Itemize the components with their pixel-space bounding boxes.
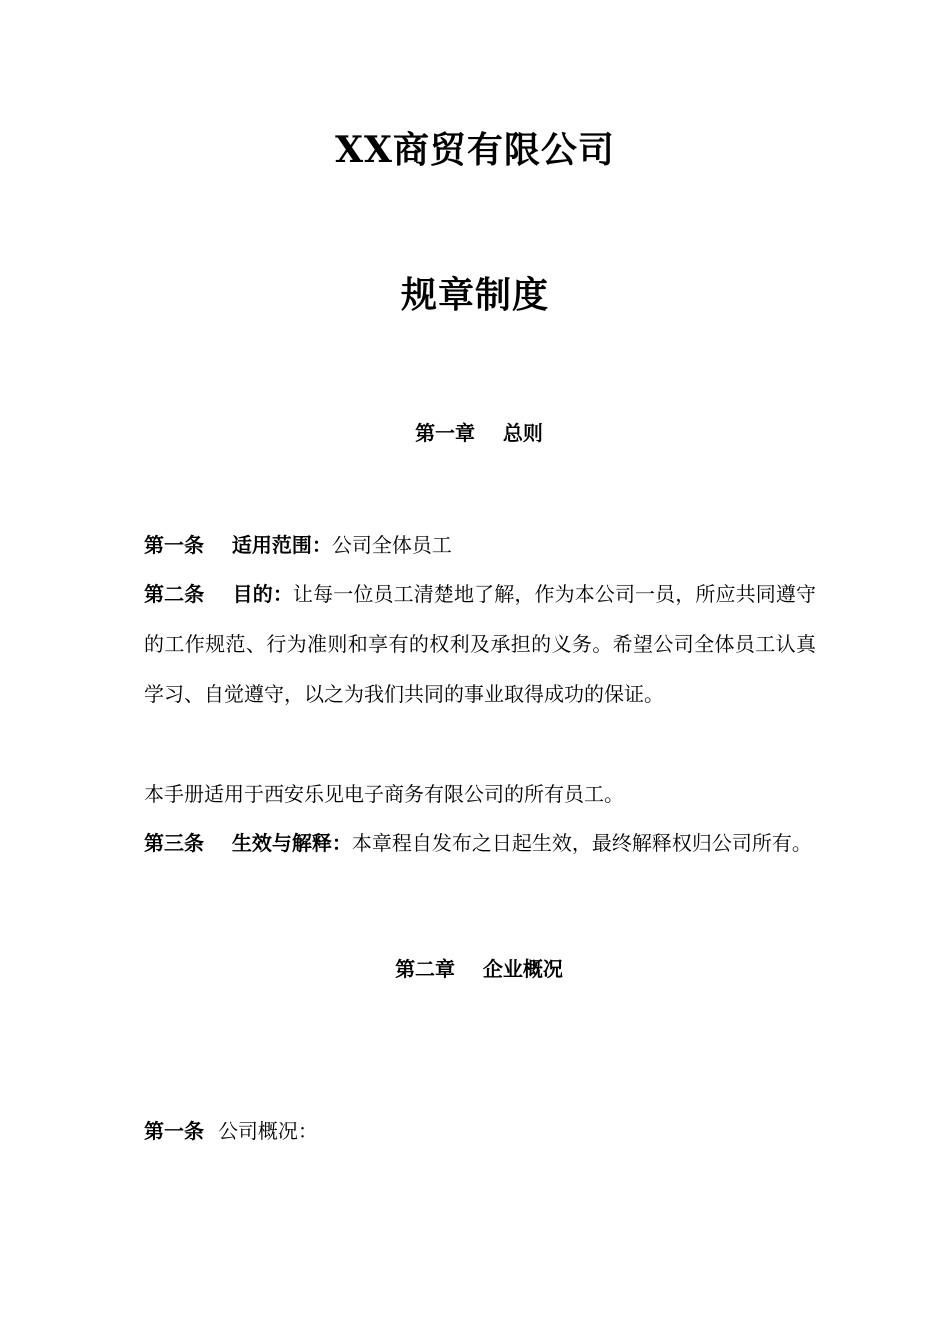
article-text: 公司概况： xyxy=(217,1119,318,1143)
article-text: 让每一位员工清楚地了解，作为本公司一员，所应共同遵守的工作规范、行为准则和享有的权利及承担的义务。希望公司全体员工认真学习、自觉遵守，以之为我们共同的事业取得成功的保证。 xyxy=(144,582,817,706)
chapter-2-heading: 第二章 企业概况 xyxy=(395,957,563,981)
article-label: 第一条 xyxy=(144,1119,218,1143)
article-label: 第二条 目的： xyxy=(144,582,294,606)
scope-note: 本手册适用于西安乐见电子商务有限公司的所有员工。 xyxy=(144,782,624,806)
article-text: 本章程自发布之日起生效，最终解释权归公司所有。 xyxy=(351,831,812,855)
chapter-1-heading: 第一章 总则 xyxy=(415,421,543,445)
chapter-1-article-3 xyxy=(144,818,816,868)
article-label: 第三条 生效与解释： xyxy=(144,831,352,855)
chapter-1-article-1 xyxy=(144,520,816,570)
company-title: XX商贸有限公司 xyxy=(335,129,615,171)
document-title: 规章制度 xyxy=(400,274,549,316)
chapter-2-article-1 xyxy=(144,1106,816,1156)
article-text: 公司全体员工 xyxy=(331,533,452,557)
chapter-1-article-2 xyxy=(144,569,816,719)
article-label: 第一条 适用范围： xyxy=(144,533,332,557)
